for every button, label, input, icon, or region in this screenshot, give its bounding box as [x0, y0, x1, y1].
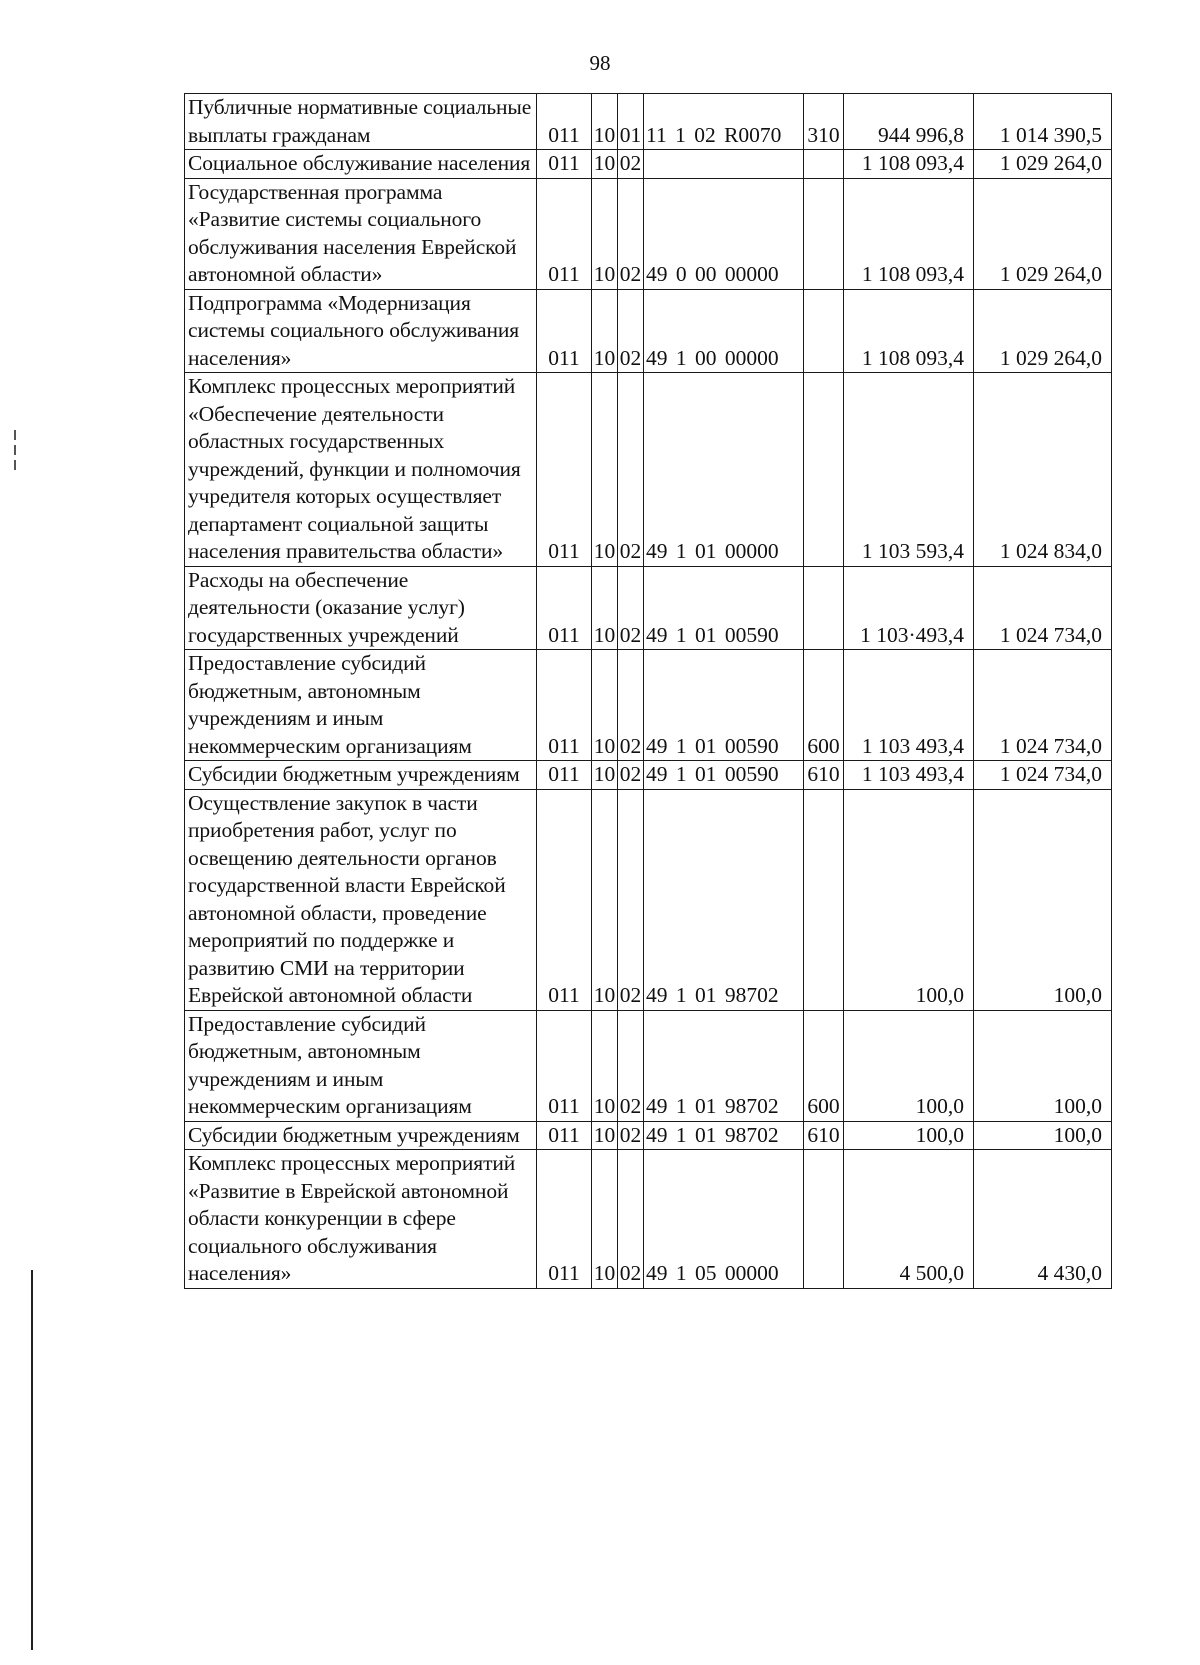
table-row: [185, 761, 1112, 790]
section-code-cell: 10: [592, 566, 618, 650]
expense-name-cell: Комплекс процессных мероприятий «Обеспечение деятельности областных государственных учреждений, функции и полномочия учредителя которых осуществляет департамент социальной защиты населения правительства области»: [185, 373, 537, 567]
margin-mark: [14, 430, 16, 440]
expense-name-cell: Государственная программа «Развитие системы социального обслуживания населения Еврейской автономной области»: [185, 178, 537, 289]
amount-second-year-cell: 1 029 264,0: [974, 289, 1112, 373]
ministry-code-cell: 011: [537, 1010, 592, 1121]
table-body: [185, 94, 1112, 1289]
amount-first-year-cell: 944 996,8: [844, 94, 974, 150]
table-row: [185, 789, 1112, 1010]
expense-type-cell: [804, 178, 844, 289]
expense-name-cell: Субсидии бюджетным учреждениям: [185, 1121, 537, 1150]
subsection-code-cell: 02: [618, 289, 644, 373]
amount-first-year-cell: 100,0: [844, 1010, 974, 1121]
amount-second-year-cell: 100,0: [974, 1121, 1112, 1150]
amount-second-year-cell: 1 024 734,0: [974, 650, 1112, 761]
amount-second-year-cell: 1 029 264,0: [974, 178, 1112, 289]
subsection-code-cell: 02: [618, 150, 644, 179]
expense-type-cell: 610: [804, 1121, 844, 1150]
amount-second-year-cell: 1 029 264,0: [974, 150, 1112, 179]
subsection-code-cell: 02: [618, 650, 644, 761]
section-code-cell: 10: [592, 289, 618, 373]
expense-name-cell: Осуществление закупок в части приобретения работ, услуг по освещению деятельности органов государственной власти Еврейской автономной области, проведение мероприятий по поддержке и развитию СМИ на территории Еврейской автономной области: [185, 789, 537, 1010]
amount-first-year-cell: 100,0: [844, 1121, 974, 1150]
amount-second-year-cell: 1 024 734,0: [974, 761, 1112, 790]
amount-second-year-cell: 100,0: [974, 1010, 1112, 1121]
subsection-code-cell: 02: [618, 373, 644, 567]
ministry-code-cell: 011: [537, 650, 592, 761]
amount-first-year-cell: 1 108 093,4: [844, 289, 974, 373]
section-code-cell: 10: [592, 373, 618, 567]
amount-second-year-cell: 1 014 390,5: [974, 94, 1112, 150]
amount-first-year-cell: 1 108 093,4: [844, 150, 974, 179]
section-code-cell: 10: [592, 1150, 618, 1289]
ministry-code-cell: 011: [537, 1121, 592, 1150]
subsection-code-cell: 02: [618, 1010, 644, 1121]
amount-first-year-cell: 4 500,0: [844, 1150, 974, 1289]
table-row: [185, 1121, 1112, 1150]
target-article-cell: 49 1 01 98702: [644, 1121, 804, 1150]
subsection-code-cell: 02: [618, 789, 644, 1010]
section-code-cell: 10: [592, 650, 618, 761]
table-row: [185, 289, 1112, 373]
expense-type-cell: 600: [804, 650, 844, 761]
target-article-cell: 49 1 01 00590: [644, 566, 804, 650]
ministry-code-cell: 011: [537, 761, 592, 790]
target-article-cell: 49 1 01 98702: [644, 789, 804, 1010]
amount-second-year-cell: 1 024 734,0: [974, 566, 1112, 650]
table-row: [185, 566, 1112, 650]
budget-table: [184, 93, 1112, 1289]
subsection-code-cell: 02: [618, 1121, 644, 1150]
target-article-cell: 49 1 01 98702: [644, 1010, 804, 1121]
amount-second-year-cell: 4 430,0: [974, 1150, 1112, 1289]
ministry-code-cell: 011: [537, 150, 592, 179]
ministry-code-cell: 011: [537, 289, 592, 373]
target-article-cell: 49 1 01 00590: [644, 650, 804, 761]
expense-type-cell: [804, 566, 844, 650]
expense-name-cell: Расходы на обеспечение деятельности (оказание услуг) государственных учреждений: [185, 566, 537, 650]
table-row: [185, 94, 1112, 150]
expense-type-cell: 310: [804, 94, 844, 150]
subsection-code-cell: 02: [618, 566, 644, 650]
amount-first-year-cell: 1 103 493,4: [844, 761, 974, 790]
section-code-cell: 10: [592, 1010, 618, 1121]
target-article-cell: 49 1 01 00000: [644, 373, 804, 567]
section-code-cell: 10: [592, 789, 618, 1010]
expense-type-cell: 600: [804, 1010, 844, 1121]
target-article-cell: [644, 150, 804, 179]
subsection-code-cell: 01: [618, 94, 644, 150]
binding-edge-line: [31, 1270, 33, 1650]
ministry-code-cell: 011: [537, 94, 592, 150]
ministry-code-cell: 011: [537, 178, 592, 289]
amount-second-year-cell: 100,0: [974, 789, 1112, 1010]
expense-name-cell: Комплекс процессных мероприятий «Развитие в Еврейской автономной области конкуренции в сфере социального обслуживания населения»: [185, 1150, 537, 1289]
expense-name-cell: Предоставление субсидий бюджетным, автономным учреждениям и иным некоммерческим организациям: [185, 1010, 537, 1121]
amount-first-year-cell: 100,0: [844, 789, 974, 1010]
ministry-code-cell: 011: [537, 373, 592, 567]
target-article-cell: 49 1 01 00590: [644, 761, 804, 790]
table-row: [185, 150, 1112, 179]
subsection-code-cell: 02: [618, 178, 644, 289]
target-article-cell: 11 1 02 R0070: [644, 94, 804, 150]
expense-type-cell: [804, 150, 844, 179]
target-article-cell: 49 0 00 00000: [644, 178, 804, 289]
subsection-code-cell: 02: [618, 761, 644, 790]
expense-name-cell: Социальное обслуживание населения: [185, 150, 537, 179]
expense-type-cell: [804, 1150, 844, 1289]
table-row: [185, 1150, 1112, 1289]
subsection-code-cell: 02: [618, 1150, 644, 1289]
target-article-cell: 49 1 05 00000: [644, 1150, 804, 1289]
amount-first-year-cell: 1 103·493,4: [844, 566, 974, 650]
margin-mark: [14, 460, 16, 470]
table-row: [185, 650, 1112, 761]
ministry-code-cell: 011: [537, 1150, 592, 1289]
margin-mark: [14, 445, 16, 455]
table-row: [185, 373, 1112, 567]
expense-name-cell: Предоставление субсидий бюджетным, автономным учреждениям и иным некоммерческим организациям: [185, 650, 537, 761]
expense-type-cell: [804, 789, 844, 1010]
page-number: 98: [589, 51, 611, 75]
expense-name-cell: Подпрограмма «Модернизация системы социального обслуживания населения»: [185, 289, 537, 373]
expense-type-cell: 610: [804, 761, 844, 790]
section-code-cell: 10: [592, 94, 618, 150]
table-row: [185, 178, 1112, 289]
ministry-code-cell: 011: [537, 566, 592, 650]
amount-second-year-cell: 1 024 834,0: [974, 373, 1112, 567]
amount-first-year-cell: 1 103 493,4: [844, 650, 974, 761]
amount-first-year-cell: 1 103 593,4: [844, 373, 974, 567]
target-article-cell: 49 1 00 00000: [644, 289, 804, 373]
expense-type-cell: [804, 289, 844, 373]
amount-first-year-cell: 1 108 093,4: [844, 178, 974, 289]
table-row: [185, 1010, 1112, 1121]
section-code-cell: 10: [592, 178, 618, 289]
expense-type-cell: [804, 373, 844, 567]
expense-name-cell: Публичные нормативные социальные выплаты гражданам: [185, 94, 537, 150]
section-code-cell: 10: [592, 761, 618, 790]
expense-name-cell: Субсидии бюджетным учреждениям: [185, 761, 537, 790]
ministry-code-cell: 011: [537, 789, 592, 1010]
section-code-cell: 10: [592, 150, 618, 179]
section-code-cell: 10: [592, 1121, 618, 1150]
